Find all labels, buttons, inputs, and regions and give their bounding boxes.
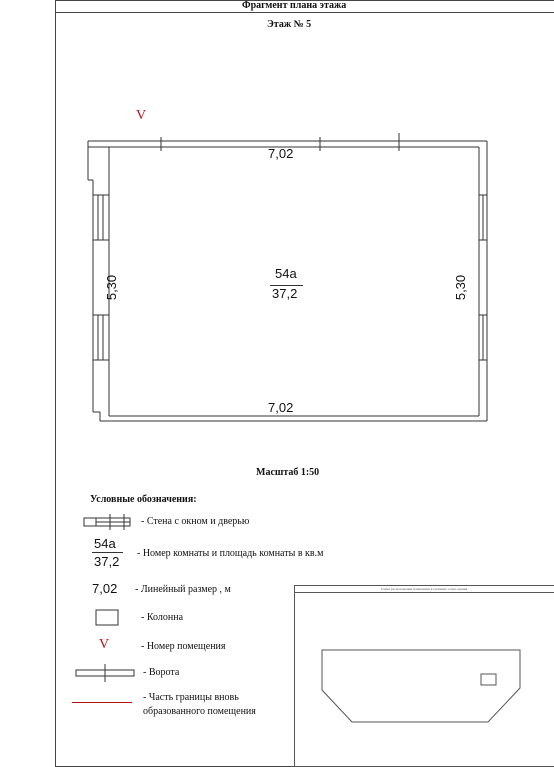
legend-wall-desc: - Стена с окном и дверью [141,516,250,527]
room-area: 37,2 [272,286,298,301]
page-title: Фрагмент плана этажа [242,0,347,11]
left-dimension: 5,30 [104,274,120,301]
bottom-dimension: 7,02 [268,400,294,415]
scale-label: Масштаб 1:50 [256,467,320,478]
top-dimension: 7,02 [268,146,294,161]
legend-boundary-desc-1: - Часть границы вновь [143,692,239,703]
room-label: V [136,108,147,123]
legend-room-no-symbol: V [99,637,110,652]
legend-dim-desc: - Линейный размер , м [135,584,231,595]
inset-plan [294,586,554,767]
right-dimension: 5,30 [453,274,469,301]
legend-gate-desc: - Ворота [143,667,180,678]
legend-column-desc: - Колонна [141,612,184,623]
legend-wall-symbol [84,514,130,530]
legend-title: Условные обозначения: [90,494,197,505]
room-walls [88,141,487,421]
legend-gate-symbol [76,664,134,682]
legend-boundary-desc-2: образованного помещения [143,706,256,717]
legend-room-desc: - Номер комнаты и площадь комнаты в кв.м [137,548,324,559]
legend-room-number: 54а [94,536,116,551]
room-number: 54а [275,266,297,281]
floor-number: Этаж № 5 [267,19,312,30]
legend-column-symbol [96,610,118,625]
legend-dim-symbol: 7,02 [92,581,118,596]
right-windows [479,195,487,360]
legend-room-no-desc: - Номер помещения [141,641,226,652]
legend-room-area: 37,2 [94,554,120,569]
inset-caption: Схема расположения помещения в границах этажа здания [380,587,468,591]
